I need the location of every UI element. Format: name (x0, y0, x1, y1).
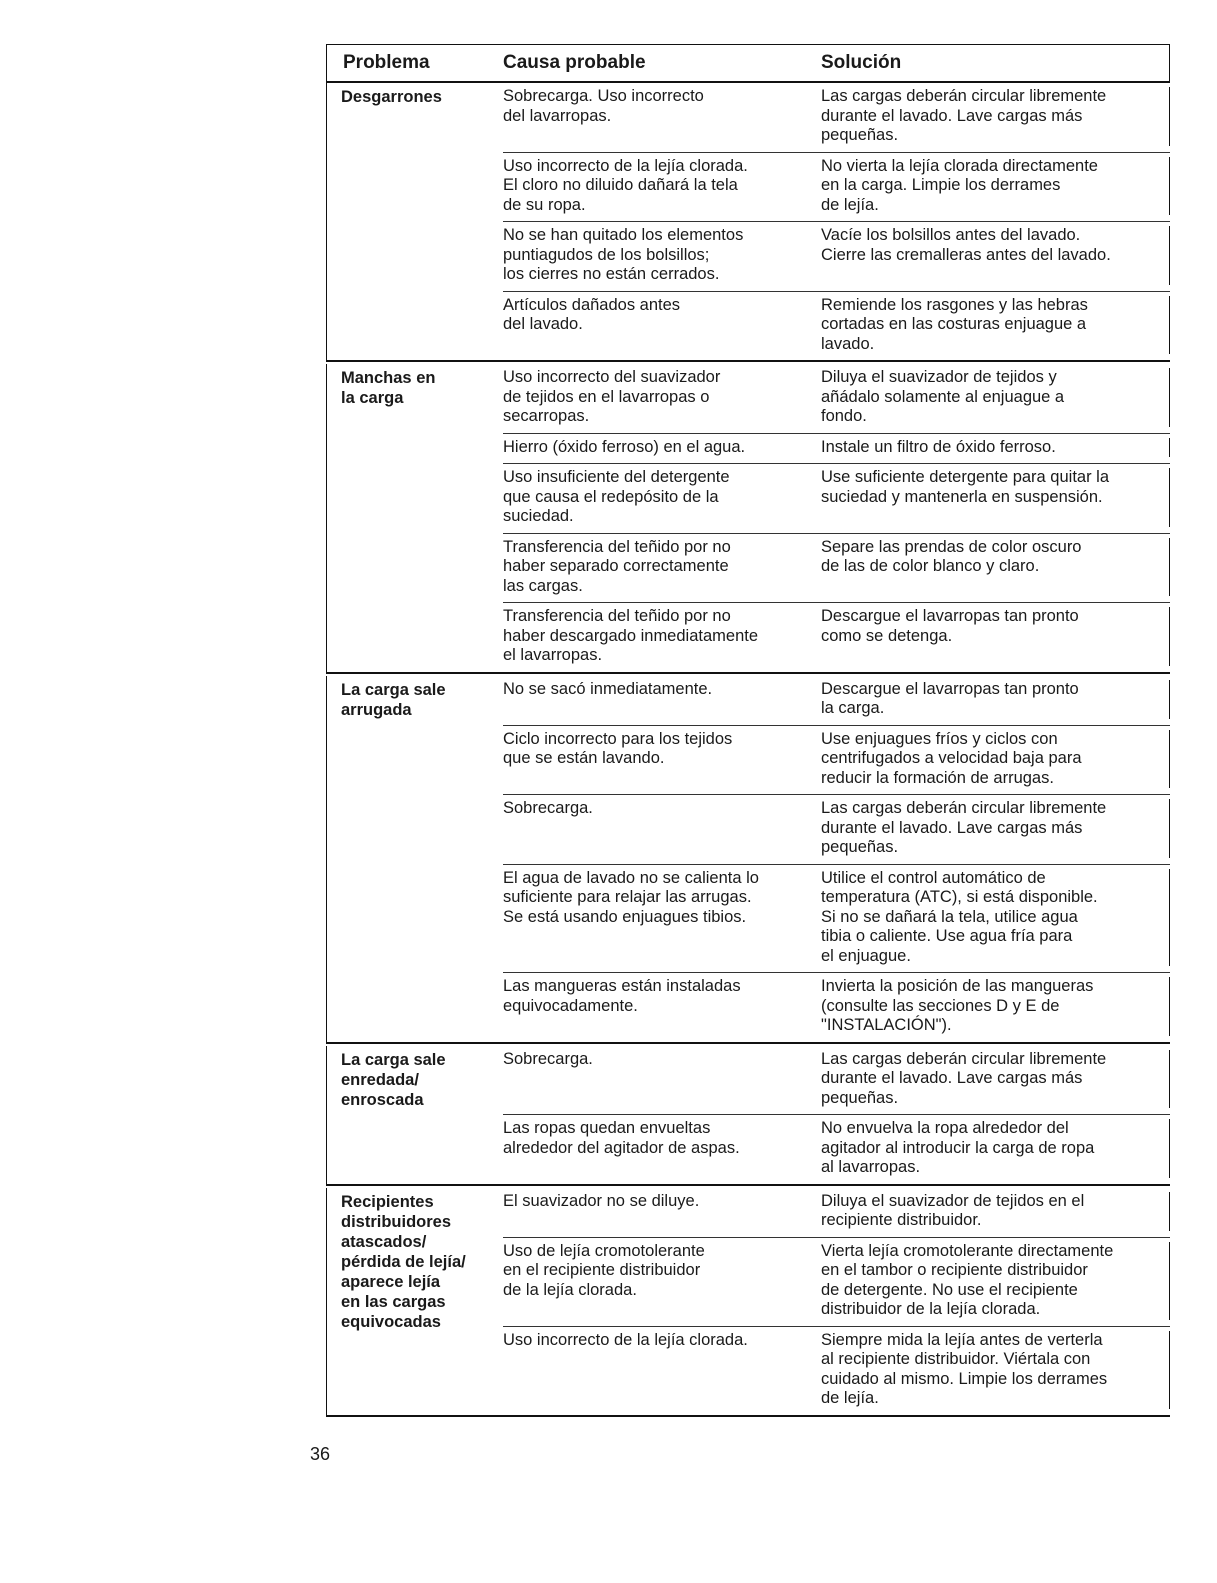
cause-text: Sobrecarga. Uso incorrecto del lavarropas. (503, 87, 704, 125)
solution-text: Las cargas deberán circular libremente durante el lavado. Lave cargas más pequeñas. (821, 799, 1170, 858)
problem-section (326, 1188, 1170, 1417)
solution-text: Las cargas deberán circular libremente durante el lavado. Lave cargas más pequeñas. (821, 87, 1170, 146)
cause-text: Transferencia del teñido por no haber descargado inmediatamente el lavarropas. (503, 607, 759, 664)
solution-text: Descargue el lavarropas tan pronto como se detenga. (821, 607, 1170, 666)
cause-text: Uso incorrecto de la lejía clorada. El cloro no diluido dañará la tela de su ropa. (503, 156, 748, 214)
table-row (503, 1115, 1170, 1184)
table-row (503, 464, 1170, 534)
solution-text: Siempre mida la lejía antes de verterla al recipiente distribuidor. Viértala con cuidado al mismo. Limpie los derrames de lejía. (821, 1331, 1170, 1409)
table-row (503, 603, 1170, 672)
cause-text: El suavizador no se diluye. (503, 1191, 700, 1210)
table-header (326, 44, 1170, 83)
cause-list (503, 83, 1170, 360)
solution-text: Use suficiente detergente para quitar la suciedad y mantenerla en suspensión. (821, 468, 1170, 527)
table-row (503, 973, 1170, 1042)
cause-list (503, 1188, 1170, 1415)
cause-text: Uso incorrecto del suavizador de tejidos en el lavarropas o secarropas. (503, 368, 721, 425)
cause-text: Uso de lejía cromotolerante en el recipiente distribuidor de la lejía clorada. (503, 1241, 705, 1299)
solution-text: Invierta la posición de las mangueras (consulte las secciones D y E de "INSTALACIÓN"). (821, 977, 1170, 1036)
solution-text: Use enjuagues fríos y ciclos con centrifugados a velocidad baja para reducir la formación de arrugas. (821, 730, 1170, 789)
solution-text: Vacíe los bolsillos antes del lavado. Cierre las cremalleras antes del lavado. (821, 226, 1170, 285)
table-row (503, 222, 1170, 292)
solution-text: No envuelva la ropa alrededor del agitador al introducir la carga de ropa al lavarropas. (821, 1119, 1170, 1178)
solution-text: Remiende los rasgones y las hebras cortadas en las costuras enjuague a lavado. (821, 296, 1170, 355)
solution-text: Utilice el control automático de temperatura (ATC), si está disponible. Si no se dañará la tela, utilice agua tibia o caliente. Use agua fría para el enjuague. (821, 869, 1170, 967)
header-problem: Problema (343, 52, 430, 73)
table-row (503, 153, 1170, 223)
table-row (503, 292, 1170, 361)
cause-text: Uso insuficiente del detergente que causa el redepósito de la suciedad. (503, 468, 730, 525)
cause-text: Las ropas quedan envueltas alrededor del agitador de aspas. (503, 1119, 740, 1157)
page-number: 36 (310, 1444, 331, 1464)
troubleshooting-table (326, 44, 1170, 1417)
header-solution: Solución (821, 52, 902, 73)
table-row (503, 865, 1170, 974)
table-row (503, 534, 1170, 604)
problem-label: Manchas en la carga (341, 369, 436, 407)
solution-text: Separe las prendas de color oscuro de las de color blanco y claro. (821, 538, 1170, 597)
problem-section (326, 1046, 1170, 1186)
table-row (503, 83, 1170, 153)
cause-text: Ciclo incorrecto para los tejidos que se están lavando. (503, 729, 733, 767)
problem-section (326, 83, 1170, 362)
problem-label: La carga sale enredada/ enroscada (341, 1050, 446, 1109)
cause-text: Transferencia del teñido por no haber separado correctamente las cargas. (503, 537, 731, 595)
problem-label: Recipientes distribuidores atascados/ pérdida de lejía/ aparece lejía en las cargas equivocadas (341, 1192, 466, 1331)
cause-list (503, 364, 1170, 672)
table-row (503, 364, 1170, 434)
table-row (503, 726, 1170, 796)
cause-text: No se sacó inmediatamente. (503, 679, 713, 698)
table-row (503, 434, 1170, 465)
table-row (503, 1327, 1170, 1415)
header-cause: Causa probable (503, 52, 646, 73)
table-row (503, 795, 1170, 865)
solution-text: No vierta la lejía clorada directamente en la carga. Limpie los derrames de lejía. (821, 157, 1170, 216)
solution-text: Instale un filtro de óxido ferroso. (821, 438, 1170, 458)
solution-text: Diluya el suavizador de tejidos y añádalo solamente al enjuague a fondo. (821, 368, 1170, 427)
cause-list (503, 676, 1170, 1042)
cause-text: El agua de lavado no se calienta lo suficiente para relajar las arrugas. Se está usando enjuagues tibios. (503, 868, 759, 926)
table-row (503, 1238, 1170, 1327)
problem-section (326, 364, 1170, 674)
table-row (503, 676, 1170, 726)
cause-text: Sobrecarga. (503, 1049, 593, 1068)
cause-text: Sobrecarga. (503, 799, 593, 817)
table-row (503, 1188, 1170, 1238)
table-body (326, 83, 1170, 1417)
cause-list (503, 1046, 1170, 1184)
problem-section (326, 676, 1170, 1044)
cause-text: Uso incorrecto de la lejía clorada. (503, 1330, 748, 1349)
cause-text: No se han quitado los elementos puntiagudos de los bolsillos; los cierres no están cerrados. (503, 226, 744, 283)
cause-text: Hierro (óxido ferroso) en el agua. (503, 437, 746, 456)
table-row (503, 1046, 1170, 1116)
cause-text: Artículos dañados antes del lavado. (503, 295, 681, 333)
solution-text: Vierta lejía cromotolerante directamente en el tambor o recipiente distribuidor de detergente. No use el recipiente distribuidor de la lejía clorada. (821, 1242, 1170, 1320)
solution-text: Las cargas deberán circular libremente durante el lavado. Lave cargas más pequeñas. (821, 1050, 1170, 1109)
problem-label: Desgarrones (341, 88, 442, 106)
solution-text: Diluya el suavizador de tejidos en el recipiente distribuidor. (821, 1192, 1170, 1231)
cause-text: Las mangueras están instaladas equivocadamente. (503, 977, 741, 1015)
solution-text: Descargue el lavarropas tan pronto la carga. (821, 680, 1170, 719)
problem-label: La carga sale arrugada (341, 680, 446, 719)
